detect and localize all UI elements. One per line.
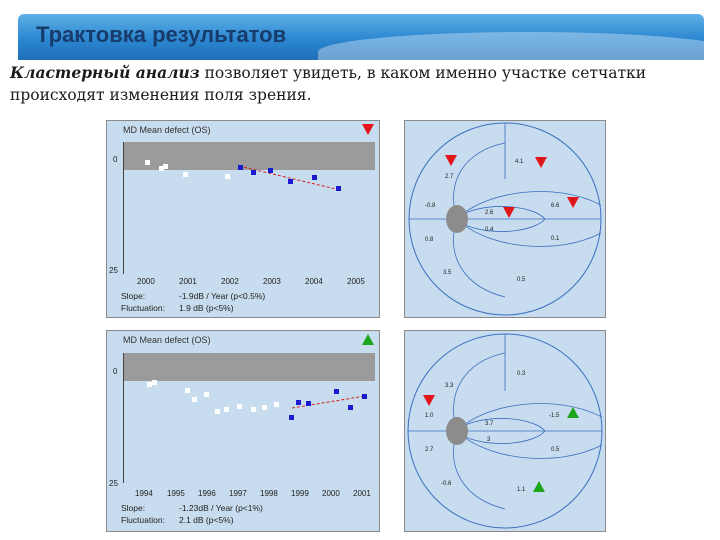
- cluster-value: -0.8: [425, 203, 436, 209]
- md-chart-top: [106, 120, 380, 318]
- data-point: [251, 170, 256, 175]
- x-tick: 2002: [221, 277, 239, 286]
- x-tick: 2003: [263, 277, 281, 286]
- cluster-value: 3.3: [445, 383, 454, 389]
- cluster-value: 2.7: [445, 174, 454, 180]
- y-tick-bottom: 25: [109, 266, 118, 275]
- cluster-value: -0.6: [441, 481, 452, 487]
- cluster-value: 3: [487, 437, 491, 443]
- page-title: Трактовка результатов: [36, 22, 287, 47]
- cluster-value: 0.4: [485, 227, 494, 233]
- data-point: [268, 168, 273, 173]
- y-tick-top: 0: [113, 155, 118, 164]
- fluctuation-label: Fluctuation:: [121, 303, 165, 313]
- x-tick: 2000: [137, 277, 155, 286]
- cluster-value: 1.1: [517, 487, 526, 493]
- cluster-value: 0.5: [517, 277, 526, 283]
- fluctuation-value: 1.9 dB (p<5%): [179, 303, 234, 313]
- cluster-value: 0.1: [551, 236, 560, 242]
- intro-bold: Кластерный анализ: [10, 63, 200, 82]
- cluster-value: 4.1: [515, 159, 524, 165]
- fluctuation-label: Fluctuation:: [121, 515, 165, 525]
- data-point: [288, 179, 293, 184]
- marker-up-icon: [533, 481, 545, 492]
- x-tick: 1994: [135, 489, 153, 498]
- marker-down-icon: [423, 395, 435, 406]
- x-tick: 2001: [179, 277, 197, 286]
- cluster-value: 3.7: [485, 421, 494, 427]
- chart-title: MD Mean defect (OS): [123, 335, 211, 345]
- data-point: [312, 175, 317, 180]
- intro-rest: позволяет увидеть, в каком именно участке сетчатки происходят изменения поля зрения.: [10, 64, 647, 104]
- visual-field-map: [405, 331, 605, 531]
- trend-line: [107, 121, 379, 317]
- chart-title: MD Mean defect (OS): [123, 125, 211, 135]
- slope-value: -1.23dB / Year (p<1%): [179, 503, 263, 513]
- data-point: [289, 415, 294, 420]
- cluster-value: 2.6: [485, 210, 494, 216]
- intro-text: [10, 62, 710, 106]
- x-tick: 1997: [229, 489, 247, 498]
- x-tick: 1999: [291, 489, 309, 498]
- data-point: [334, 389, 339, 394]
- data-point: [336, 186, 341, 191]
- md-chart-bottom: [106, 330, 380, 532]
- data-point: [238, 165, 243, 170]
- trend-line: [107, 331, 379, 531]
- marker-down-icon: [567, 197, 579, 208]
- cluster-value: 0.5: [551, 447, 560, 453]
- cluster-map-bottom: [404, 330, 606, 532]
- fluctuation-value: 2.1 dB (p<5%): [179, 515, 234, 525]
- y-tick-top: 0: [113, 367, 118, 376]
- cluster-value: 2.7: [425, 447, 434, 453]
- header: [18, 14, 704, 60]
- x-tick: 2001: [353, 489, 371, 498]
- slope-value: -1.9dB / Year (p<0.5%): [179, 291, 266, 301]
- data-point: [362, 394, 367, 399]
- x-tick: 1996: [198, 489, 216, 498]
- slope-label: Slope:: [121, 503, 146, 513]
- cluster-value: 0.3: [517, 371, 526, 377]
- marker-up-icon: [567, 407, 579, 418]
- data-point: [306, 401, 311, 406]
- cluster-map-top: [404, 120, 606, 318]
- x-tick: 2005: [347, 277, 365, 286]
- slope-label: Slope:: [121, 291, 146, 301]
- cluster-value: 1.0: [425, 413, 434, 419]
- visual-field-map: [405, 121, 605, 317]
- cluster-value: -1.5: [549, 413, 560, 419]
- marker-down-icon: [503, 207, 515, 218]
- x-tick: 1998: [260, 489, 278, 498]
- cluster-value: 6.6: [551, 203, 560, 209]
- data-point: [348, 405, 353, 410]
- x-tick: 1995: [167, 489, 185, 498]
- x-tick: 2004: [305, 277, 323, 286]
- x-tick: 2000: [322, 489, 340, 498]
- marker-down-icon: [535, 157, 547, 168]
- data-point: [296, 400, 301, 405]
- marker-down-icon: [445, 155, 457, 166]
- cluster-value: 3.5: [443, 270, 452, 276]
- y-tick-bottom: 25: [109, 479, 118, 488]
- cluster-value: 0.8: [425, 237, 434, 243]
